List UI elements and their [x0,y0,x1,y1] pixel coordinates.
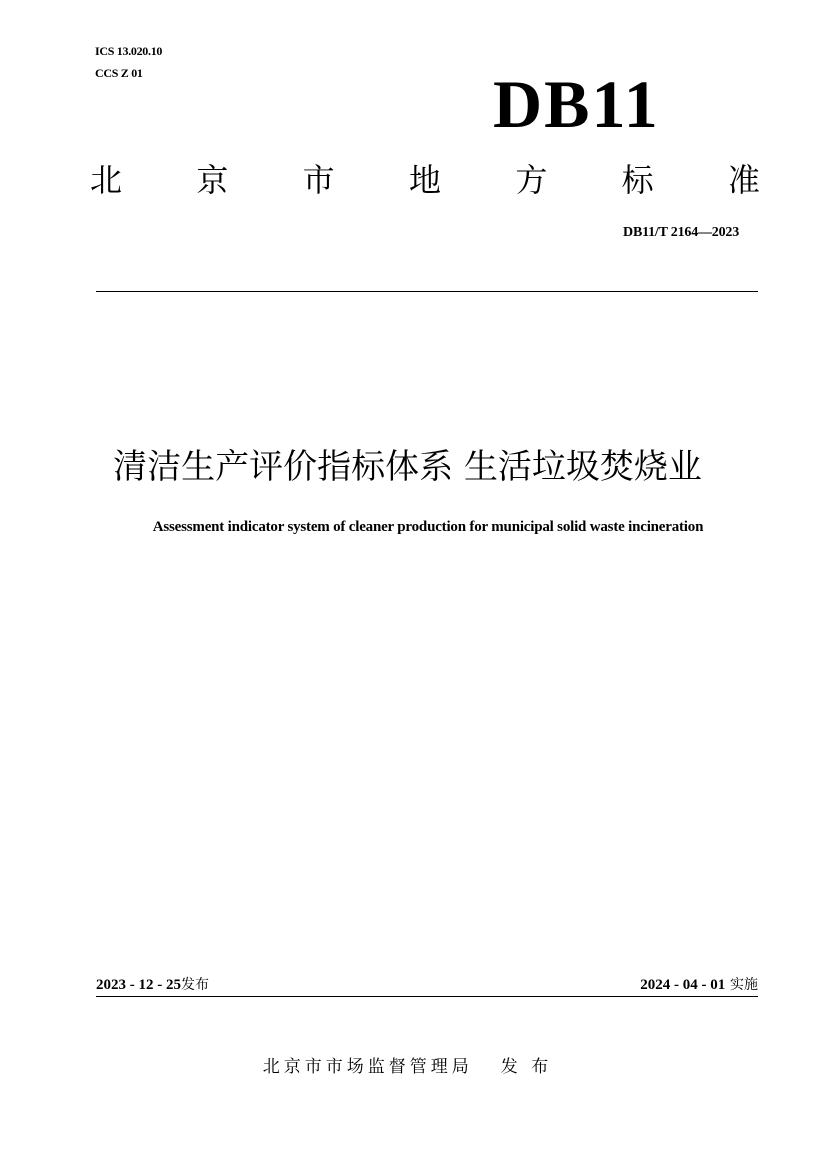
standard-kind-char: 北 [90,161,123,199]
standard-kind-char: 方 [515,161,548,199]
standard-code-logo: DB11 [493,66,660,142]
ics-code: ICS 13.020.10 [95,44,163,58]
issuer-line [0,1055,815,1079]
standard-kind-char: 地 [408,161,441,199]
standard-kind [90,160,760,200]
bottom-divider [96,996,758,997]
issuer-action: 发 布 [500,1057,553,1077]
issuer-name: 北京市市场监督管理局 [262,1057,473,1077]
title-chinese: 清洁生产评价指标体系 生活垃圾焚烧业 [113,447,702,487]
effective-label: 实施 [730,977,758,993]
effective-date-line [640,974,758,995]
standard-number: DB11/T 2164—2023 [623,225,739,240]
publish-date: 2023 - 12 - 25 [96,977,181,993]
effective-date: 2024 - 04 - 01 [640,977,726,993]
standard-kind-char: 市 [302,161,335,199]
standard-kind-char: 京 [196,161,229,199]
standard-kind-char: 标 [621,161,654,199]
classification-codes [95,40,162,84]
title-english: Assessment indicator system of cleaner production for municipal solid waste incineration [152,519,704,535]
ccs-code: CCS Z 01 [95,66,143,80]
top-divider [96,291,758,292]
publish-label: 发布 [181,977,209,993]
publish-date-line [96,974,209,995]
standard-kind-char: 准 [727,161,760,199]
